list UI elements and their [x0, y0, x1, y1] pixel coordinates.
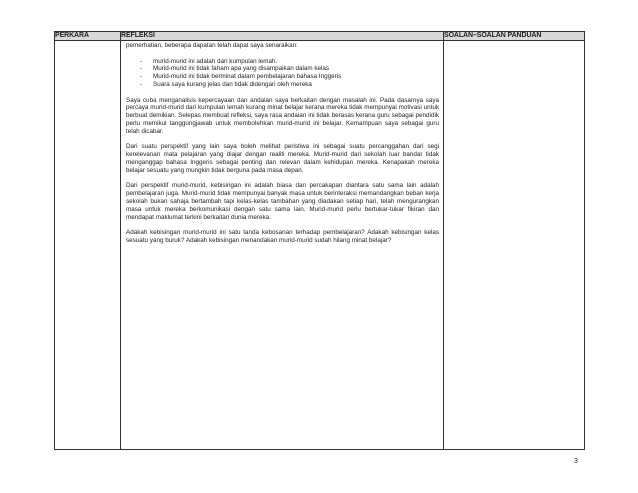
page-number: 3: [574, 458, 578, 465]
list-item: - Murid-murid ini tidak berminat dalam pembelajaran bahasa Inggeris: [140, 73, 439, 81]
paragraph-perspective: Dari suatu perspektif yang lain saya boleh melihat peristiwa ini sebagai suatu percanggahan dari segi kerelevanan mata pelajaran yang diajar dengan realiti mereka. Murid-murid dari sekolah luar bandar tidak menganggap bahasa Inggeris sebagai penting dan relevan dalam kehidupan mereka. Kenapakah mereka belajar sesuatu yang mungkin tidak berguna pada masa depan.: [126, 143, 439, 174]
perkara-cell: [55, 41, 121, 450]
paragraph-student-perspective: Dari perspektif murid-murid, kebisingan ini adalah biasa dan percakapan diantara satu sama lain adalah pembelajaran juga. Murid-murid tidak mempunyai banyak masa untuk berinteraksi memandangkan beban kerja sekolah bukan sahaja bertambah tapi kelas-kelas tambahan yang diadakan setiap hari, telah mengurangkan masa untuk mereka berkomunikasi dengan satu sama lain. Murid-murid perlu bertukar-tukar fikiran dan mendapat maklumat terkini berkaitan dunia mereka.: [126, 182, 439, 221]
list-item: - Murid-murid ini tidak faham apa yang disampaikan dalam kelas: [140, 65, 439, 73]
paragraph-questions: Adakah kebisingan murid-murid ini satu tanda kebosanan terhadap pembelajaran? Adakah kebisingan kelas sesuatu yang buruk? Adakah kebisingan menandakan murid-murid sudah hilang minat belajar?: [126, 229, 439, 244]
reflection-table: [54, 31, 585, 450]
list-item: - Suara saya kurang jelas dan tidak didengari oleh mereka: [140, 81, 439, 89]
header-soalan-panduan: SOALAN–SOALAN PANDUAN: [444, 32, 585, 41]
table-body-row: [55, 41, 585, 450]
paragraph-analysis: Saya cuba menganalisis kepercayaan dan andaian saya berkaitan dengan masalah ini. Pada dasarnya saya percaya murid-murid dari kumpulan lemah kurang minat belajar kerana mereka tidak mempunyai motivasi untuk berbuat demikian. Selepas membuat refleksi, saya rasa andaian ini tidak berasas kerana guru sebagai pendidik perlu memikul tanggungjawab untuk membolehkan murid-murid ini belajar. Kemampuan saya sebagai guru telah dicabar.: [126, 96, 439, 135]
soalan-panduan-cell: [444, 41, 585, 450]
list-item: - murid-murid ini adalah dari kumpulan lemah.: [140, 58, 439, 66]
findings-list: [140, 58, 439, 89]
header-perkara: PERKARA: [55, 32, 121, 41]
table-header-row: [55, 32, 585, 41]
refleksi-cell: [121, 41, 444, 450]
header-refleksi: REFLEKSI: [121, 32, 444, 41]
intro-text: pemerhatian, beberapa dapatan telah dapat saya senaraikan:: [126, 42, 298, 49]
